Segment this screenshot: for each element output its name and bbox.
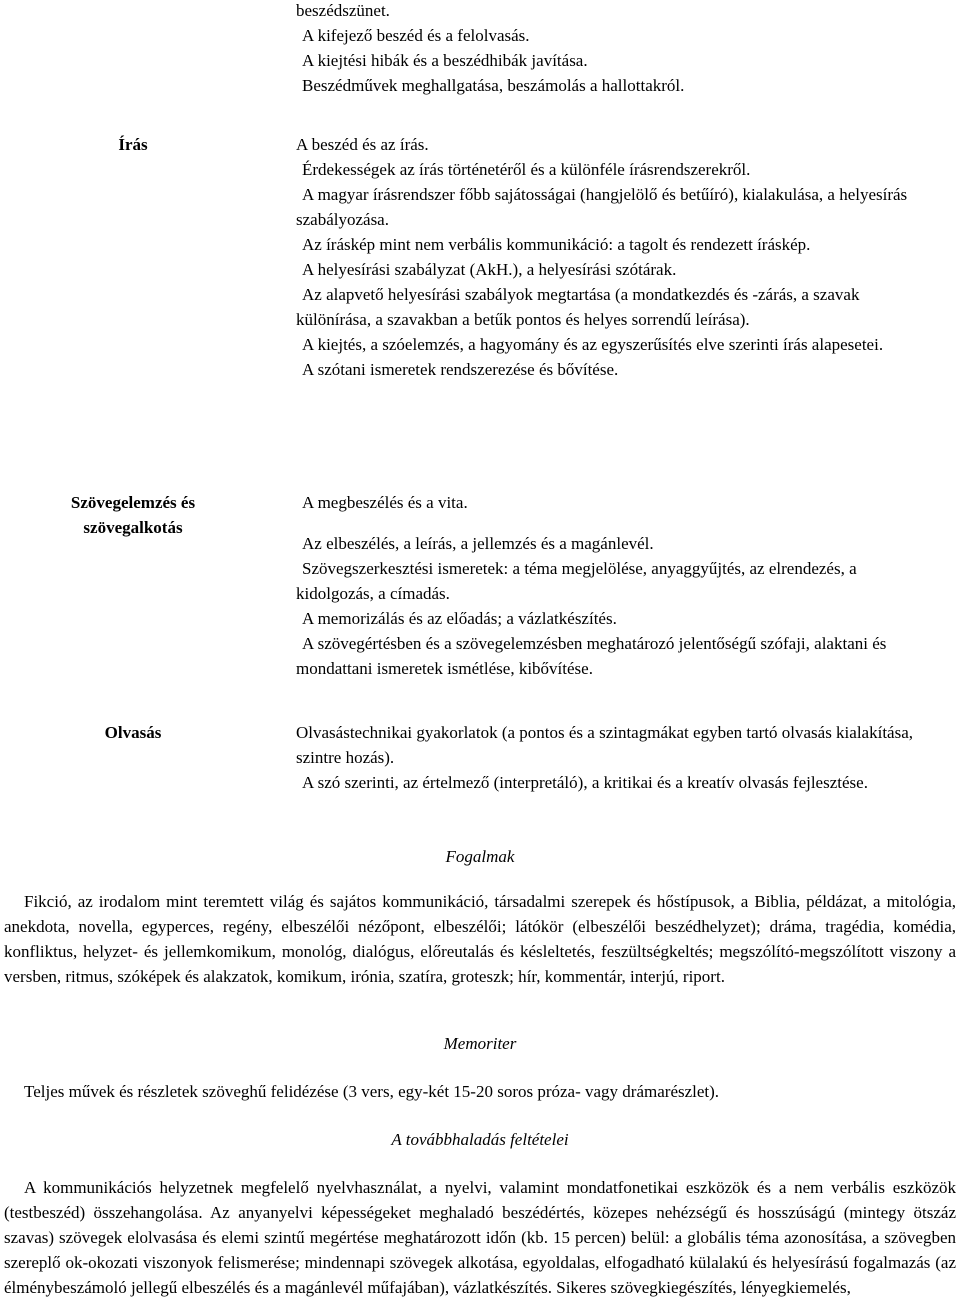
list-item: A magyar írásrendszer főbb sajátosságai (hangjelölő és betűíró), kialakulása, a helyesírás szabályozása. [296,185,908,229]
list-item: A memorizálás és az előadás; a vázlatkészítés. [302,609,617,628]
list-item: A beszéd és az írás. [296,135,429,154]
top-item: A kifejező beszéd és a felolvasás. [302,26,530,45]
list-item: A szótani ismeretek rendszerezése és bővítése. [302,360,619,379]
list-item: A szövegértésben és a szövegelemzésben meghatározó jelentőségű szófaji, alaktani és mondattani ismeretek ismétlése, kibővítése. [296,634,887,678]
list-item: Az elbeszélés, a leírás, a jellemzés és a magánlevél. [302,534,654,553]
section-items-iras [296,132,936,382]
top-item: Beszédművek meghallgatása, beszámolás a hallottakról. [302,76,685,95]
heading-fogalmak: Fogalmak [445,847,515,866]
list-item: A szó szerinti, az értelmező (interpretáló), a kritikai és a kreatív olvasás fejlesztése. [302,773,868,792]
heading-tovabbhaladas: A továbbhaladás feltételei [391,1130,569,1149]
list-item: A helyesírási szabályzat (AkH.), a helyesírási szótárak. [302,260,677,279]
list-item: Olvasástechnikai gyakorlatok (a pontos és a szintagmákat egyben tartó olvasás kialakítása, szintre hozás). [296,723,913,767]
section-label-olvasas: Olvasás [104,723,162,742]
list-item: Szövegszerkesztési ismeretek: a téma megjelölése, anyaggyűjtés, az elrendezés, a kidolgozás, a címadás. [296,559,857,603]
list-item: Az alapvető helyesírási szabályok megtartása (a mondatkezdés és -zárás, a szavak különírása, a szavakban a betűk pontos és helyes sorrendű leírása). [296,285,860,329]
section-label-line: szövegalkotás [83,518,183,537]
section-items-olvasas [296,720,936,795]
paragraph-fogalmak: Fikció, az irodalom mint teremtett világ és sajátos kommunikáció, társadalmi szerepek és hőstípusok, a Biblia, példázat, a mitológia, anekdota, novella, egyperces, regény, elbeszélői nézőpont, elbeszélői; látókör (elbeszélői beszédhelyzet); dráma, tragédia, komédia, konfliktus, helyzet- és jellemkomikum, monológ, dialógus, előreutalás és késleltetés, feszültségkeltés; megszólító-megszólított viszony a versben, ritmus, szóképek és alakzatok, komikum, irónia, szatíra, groteszk; hír, kommentár, interjú, riport. [4,892,956,986]
heading-memoriter: Memoriter [443,1034,517,1053]
list-item: A kiejtés, a szóelemzés, a hagyomány és az egyszerűsítés elve szerinti írás alapesetei. [302,335,884,354]
list-item: Érdekességek az írás történetéről és a különféle írásrendszerekről. [302,160,751,179]
top-item: beszédszünet. [296,1,390,20]
section-label-line: Szövegelemzés és [70,493,196,512]
paragraph-memoriter: Teljes művek és részletek szöveghű felidézése (3 vers, egy-két 15-20 soros próza- vagy drámarészlet). [24,1082,720,1101]
top-item: A kiejtési hibák és a beszédhibák javítása. [302,51,588,70]
list-item: A megbeszélés és a vita. [302,493,468,512]
paragraph-tovabbhaladas: A kommunikációs helyzetnek megfelelő nyelvhasználat, a nyelvi, valamint mondatfonetikai eszközök és a nem verbális eszközök (testbeszéd) összehangolása. Az anyanyelvi képességeket meghaladó beszédértés, közepes nehézségű és hosszúságú (mintegy ötszáz szavas) szövegek elolvasása és elemi szintű megértése meghatározott időn (kb. 15 percen) belül: a globális téma azonosítása, a szövegben szereplő ok-okozati viszonyok felismerése; mindennapi szövegek alkotása, egyoldalas, elfogadható külalakú és helyesírású fogalmazás (az élménybeszámoló jellegű elbeszélés és a magánlevél műfajában), vázlatkészítés. Sikeres szövegkiegészítés, lényegkiemelés, [4,1178,956,1297]
section-items-szovegelemzes [296,490,936,681]
list-item: Az íráskép mint nem verbális kommunikáció: a tagolt és rendezett íráskép. [302,235,811,254]
section-label-iras: Írás [118,135,148,154]
section-label-szovegelemzes [8,490,258,540]
top-items [296,0,936,98]
